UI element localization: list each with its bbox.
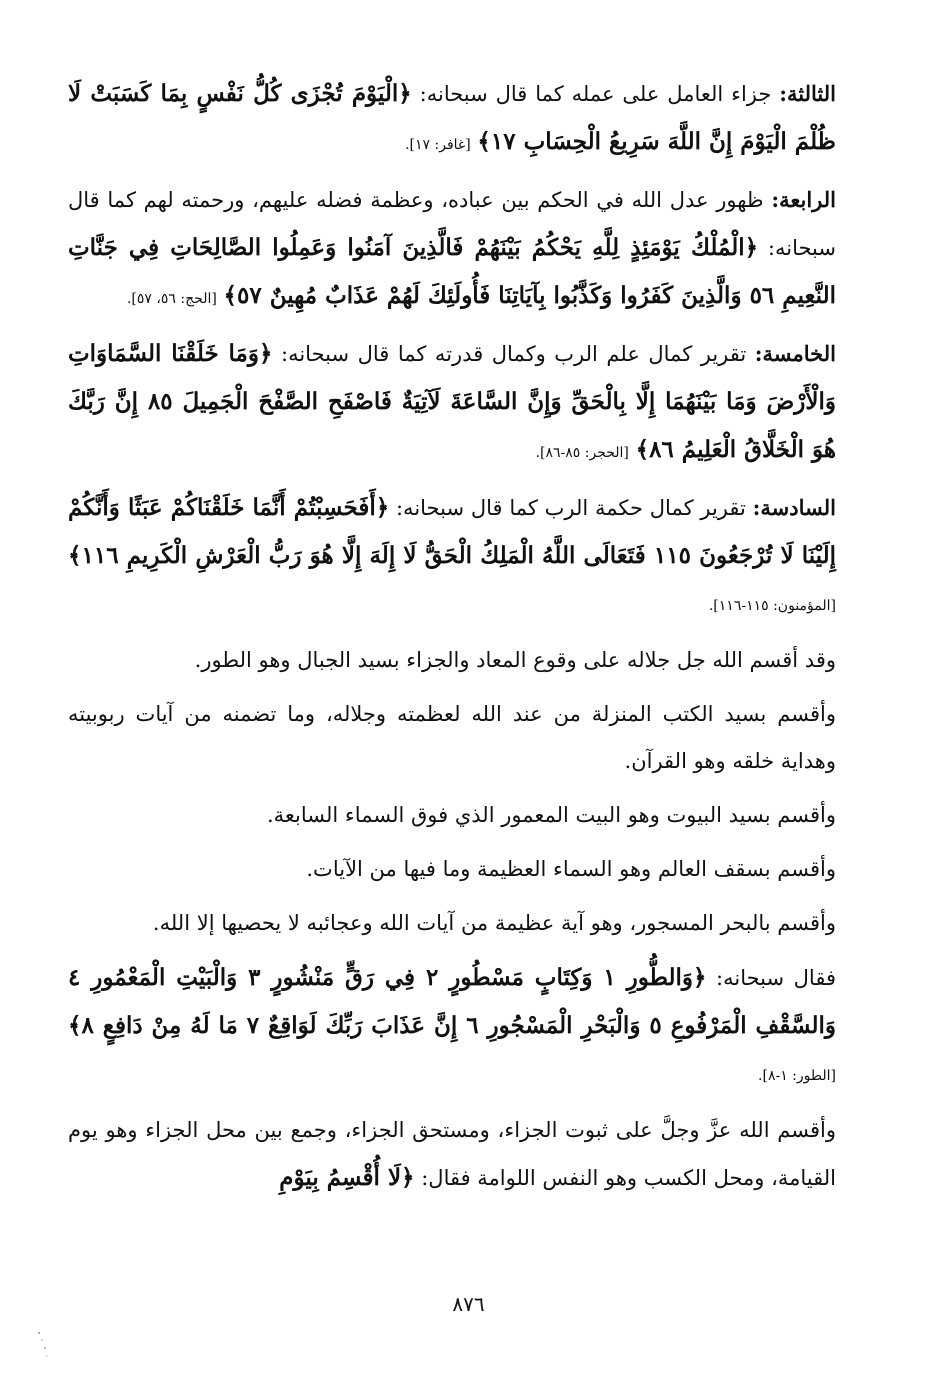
quran-verse: ﴿لَا أُقْسِمُ بِيَوْمِ <box>279 1164 415 1191</box>
quran-verse: ﴿وَمَا خَلَقْنَا السَّمَاوَاتِ وَالْأَرْضَ وَمَا بَيْنَهُمَا إِلَّا بِالْحَقِّ وَإِنَّ السَّاعَةَ لَآتِيَةٌ فَاصْفَحِ الصَّفْحَ الْجَمِيلَ ٨٥ إِنَّ رَبَّكَ هُوَ الْخَلَّاقُ الْعَلِيمُ ٨٦﴾ <box>68 340 836 463</box>
paragraph-lead: الثالثة: <box>779 81 836 106</box>
paragraph-oath-book <box>68 691 836 785</box>
verse-reference: [غافر: ١٧]. <box>405 137 471 153</box>
paragraph-text: ظهور عدل الله في الحكم بين عباده، وعظمة فضله عليهم، ورحمته لهم كما قال سبحانه: <box>68 188 836 260</box>
paragraph-oath-house <box>68 792 836 839</box>
paragraph-text: فقال سبحانه: <box>716 966 836 990</box>
verse-reference: [المؤمنون: ١١٥-١١٦]. <box>708 598 836 614</box>
paragraph-sixth <box>68 484 836 630</box>
verse-reference: [الطور: ١-٨]. <box>758 1068 836 1084</box>
paragraph-fourth <box>68 176 836 323</box>
page-number: ٨٧٦ <box>452 1292 485 1316</box>
verse-reference: [الحج: ٥٦، ٥٧]. <box>126 291 217 307</box>
paragraph-text: تقرير كمال حكمة الرب كما قال سبحانه: <box>395 496 746 520</box>
paragraph-oath-sky <box>68 846 836 893</box>
paragraph-text: وقد أقسم الله جل جلاله على وقوع المعاد والجزاء بسيد الجبال وهو الطور. <box>194 648 836 672</box>
paragraph-text: وأقسم بسقف العالم وهو السماء العظيمة وما فيها من الآيات. <box>306 857 836 881</box>
paragraph-lead: الرابعة: <box>771 187 836 212</box>
quran-verse: ﴿الْيَوْمَ تُجْزَى كُلُّ نَفْسٍ بِمَا كَسَبَتْ لَا ظُلْمَ الْيَوْمَ إِنَّ اللَّهَ سَرِيعُ الْحِسَابِ ١٧﴾ <box>68 80 836 155</box>
paragraph-oath-sea <box>68 900 836 947</box>
quran-verse: ﴿أَفَحَسِبْتُمْ أَنَّمَا خَلَقْنَاكُمْ عَبَثًا وَأَنَّكُمْ إِلَيْنَا لَا تُرْجَعُونَ ١١٥ فَتَعَالَى اللَّهُ الْمَلِكُ الْحَقُّ لَا إِلَهَ إِلَّا هُوَ رَبُّ الْعَرْشِ الْكَرِيمِ ١١٦﴾ <box>68 494 836 569</box>
paragraph-text: جزاء العامل على عمله كما قال سبحانه: <box>419 82 772 106</box>
paragraph-fifth <box>68 330 836 477</box>
paragraph-lead: الخامسة: <box>754 341 836 366</box>
scan-speck <box>36 1330 50 1360</box>
quran-verse: ﴿الْمُلْكُ يَوْمَئِذٍ لِلَّهِ يَحْكُمُ بَيْنَهُمْ فَالَّذِينَ آمَنُوا وَعَمِلُوا الصَّالِحَاتِ فِي جَنَّاتِ النَّعِيمِ ٥٦ وَالَّذِينَ كَفَرُوا وَكَذَّبُوا بِآيَاتِنَا فَأُولَئِكَ لَهُمْ عَذَابٌ مُهِينٌ ٥٧﴾ <box>68 234 836 309</box>
paragraph-lead: السادسة: <box>752 495 836 520</box>
paragraph-text: تقرير كمال علم الرب وكمال قدرته كما قال سبحانه: <box>281 342 747 366</box>
paragraph-oath-judgement <box>68 1107 836 1202</box>
paragraph-surah-tur <box>68 954 836 1100</box>
paragraph-text: وأقسم بالبحر المسجور، وهو آية عظيمة من آيات الله وعجائبه لا يحصيها إلا الله. <box>152 911 836 935</box>
verse-reference: [الحجر: ٨٥-٨٦]. <box>535 445 629 461</box>
paragraph-third <box>68 70 836 169</box>
paragraph-oath-mountain <box>68 637 836 684</box>
paragraph-text: وأقسم بسيد البيوت وهو البيت المعمور الذي فوق السماء السابعة. <box>266 803 836 827</box>
paragraph-text: وأقسم بسيد الكتب المنزلة من عند الله لعظمته وجلاله، وما تضمنه من آيات ربوبيته وهداية خلقه وهو القرآن. <box>68 702 836 773</box>
quran-verse: ﴿وَالطُّورِ ١ وَكِتَابٍ مَسْطُورٍ ٢ فِي رَقٍّ مَنْشُورٍ ٣ وَالْبَيْتِ الْمَعْمُورِ ٤ وَالسَّقْفِ الْمَرْفُوعِ ٥ وَالْبَحْرِ الْمَسْجُورِ ٦ إِنَّ عَذَابَ رَبِّكَ لَوَاقِعٌ ٧ مَا لَهُ مِنْ دَافِعٍ ٨﴾ <box>68 964 836 1039</box>
paragraph-text: وأقسم الله عزَّ وجلَّ على ثبوت الجزاء، ومستحق الجزاء، وجمع بين محل الجزاء وهو يوم القيامة، ومحل الكسب وهو النفس اللوامة فقال: <box>68 1118 836 1190</box>
page-body <box>68 70 836 1209</box>
